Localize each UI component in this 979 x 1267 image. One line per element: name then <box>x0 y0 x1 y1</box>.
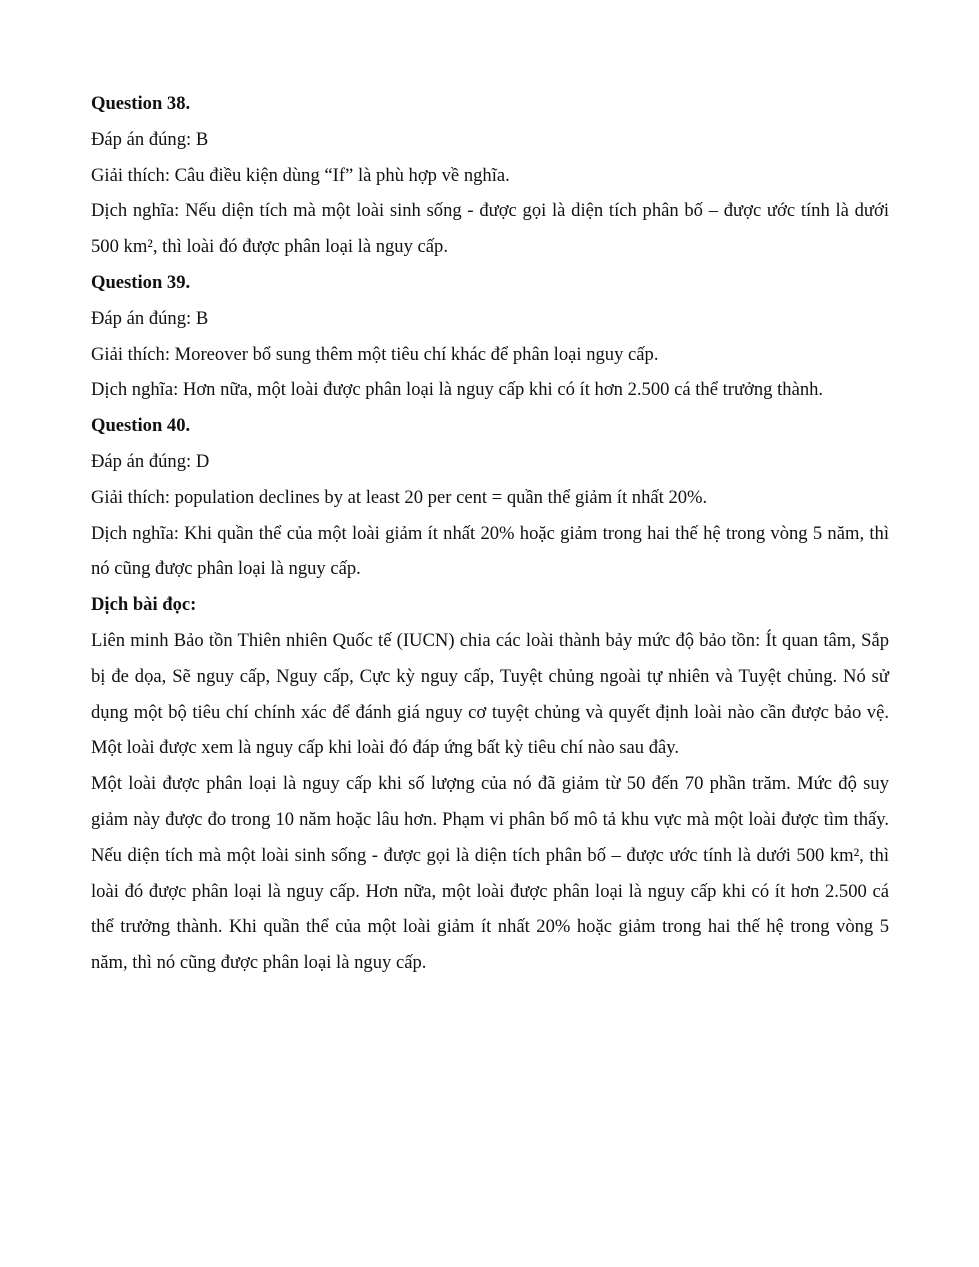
question-answer: Đáp án đúng: D <box>91 450 210 472</box>
document-page <box>91 86 889 981</box>
question-explanation: Giải thích: Moreover bổ sung thêm một tiêu chí khác để phân loại nguy cấp. <box>91 343 659 365</box>
question-39 <box>91 265 889 408</box>
question-answer: Đáp án đúng: B <box>91 307 209 329</box>
reading-translation <box>91 587 889 981</box>
reading-paragraph-1: Liên minh Bảo tồn Thiên nhiên Quốc tế (IUCN) chia các loài thành bảy mức độ bảo tồn: Ít quan tâm, Sắp bị đe dọa, Sẽ nguy cấp, Nguy cấp, Cực kỳ nguy cấp, Tuyệt chủng ngoài tự nhiên và Tuyệt chủng. Nó sử dụng một bộ tiêu chí chính xác để đánh giá nguy cơ tuyệt chủng và quyết định loài nào cần được bảo vệ. Một loài được xem là nguy cấp khi loài đó đáp ứng bất kỳ tiêu chí nào sau đây. <box>91 629 889 759</box>
question-explanation: Giải thích: Câu điều kiện dùng “If” là phù hợp về nghĩa. <box>91 164 510 186</box>
question-translation: Dịch nghĩa: Khi quần thể của một loài giảm ít nhất 20% hoặc giảm trong hai thế hệ trong vòng 5 năm, thì nó cũng được phân loại là nguy cấp. <box>91 522 889 580</box>
question-40 <box>91 408 889 587</box>
question-answer: Đáp án đúng: B <box>91 128 209 150</box>
question-explanation: Giải thích: population declines by at least 20 per cent = quần thể giảm ít nhất 20%. <box>91 486 708 508</box>
question-translation: Dịch nghĩa: Nếu diện tích mà một loài sinh sống - được gọi là diện tích phân bố – được ước tính là dưới 500 km², thì loài đó được phân loại là nguy cấp. <box>91 200 889 258</box>
question-title: Question 40. <box>91 415 191 437</box>
reading-paragraph-2: Một loài được phân loại là nguy cấp khi số lượng của nó đã giảm từ 50 đến 70 phần trăm. Mức độ suy giảm này được đo trong 10 năm hoặc lâu hơn. Phạm vi phân bố mô tả khu vực mà một loài được tìm thấy. Nếu diện tích mà một loài sinh sống - được gọi là diện tích phân bố – được ước tính là dưới 500 km², thì loài đó được phân loại là nguy cấp. Hơn nữa, một loài được phân loại là nguy cấp khi có ít hơn 2.500 cá thể trưởng thành. Khi quần thể của một loài giảm ít nhất 20% hoặc giảm trong hai thế hệ trong vòng 5 năm, thì nó cũng được phân loại là nguy cấp. <box>91 773 889 974</box>
reading-title: Dịch bài đọc: <box>91 594 197 616</box>
question-title: Question 39. <box>91 271 191 293</box>
question-38 <box>91 86 889 265</box>
question-translation: Dịch nghĩa: Hơn nữa, một loài được phân loại là nguy cấp khi có ít hơn 2.500 cá thể trưởng thành. <box>91 379 824 401</box>
question-title: Question 38. <box>91 93 191 114</box>
